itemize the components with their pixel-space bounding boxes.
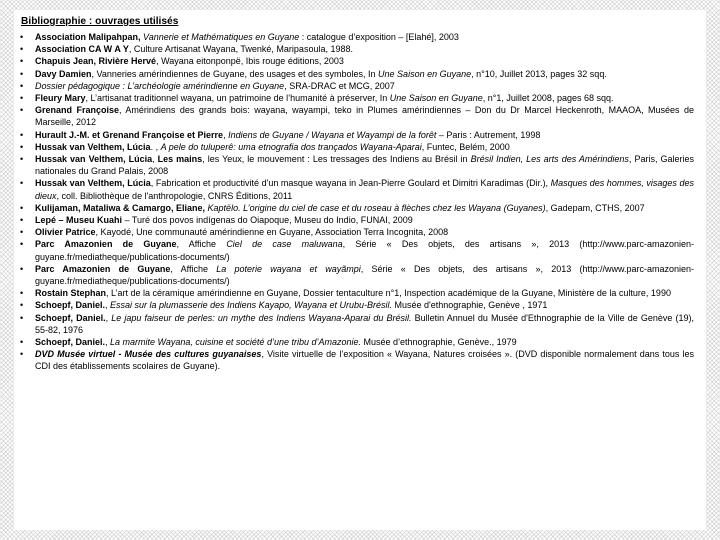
entry-text-segment: Bulletin Annuel du Musée d'Ethnographie de la Ville de Genève (19), 55-82, 1976 bbox=[35, 312, 694, 335]
entry-text-segment: , Fabrication et productivité d'un masque wayana in Jean-Pierre Goulard et Dimitri Karadimas (Dir.), bbox=[150, 178, 551, 189]
entry-text-segment: , Wayana eitonponpë, Ibis rouge éditions, 2003 bbox=[156, 56, 344, 67]
entry-text-segment: Masques des hommes, visages des dieux bbox=[35, 178, 694, 201]
entry-text-segment: Fleury Mary bbox=[35, 93, 86, 104]
entry-text-segment: , L’artisanat traditionnel wayana, un patrimoine de l’humanité à préserver, In bbox=[85, 93, 390, 104]
entry-text-segment: Musée d’ethnographie, Genève., 1979 bbox=[361, 337, 517, 348]
entry-text-segment: , bbox=[223, 129, 229, 140]
bullet-icon: • bbox=[20, 56, 24, 67]
entry-text-segment: Grenand Françoise bbox=[35, 105, 119, 116]
bibliography-entry bbox=[18, 177, 694, 201]
bullet-icon: • bbox=[20, 80, 24, 91]
bibliography-entry bbox=[18, 80, 694, 92]
entry-text-segment: , bbox=[105, 300, 111, 311]
entry-text-segment: Association CA W A Y bbox=[35, 44, 129, 55]
bibliography-entry bbox=[18, 287, 694, 299]
entry-text-segment: Schoepf, Daniel. bbox=[35, 300, 106, 311]
entry-text-segment: , Funtec, Belém, 2000 bbox=[421, 141, 510, 152]
bibliography-entry bbox=[18, 214, 694, 226]
entry-text-segment: Musée d'ethnographie, Genève , 1971 bbox=[392, 300, 548, 311]
entry-text-segment: , bbox=[105, 312, 112, 323]
entry-text-segment: Parc Amazonien de Guyane bbox=[35, 239, 177, 250]
entry-text-segment: Une Saison en Guyane bbox=[378, 68, 472, 79]
entry-text-segment: La poterie wayana et wayãmpi bbox=[216, 263, 361, 274]
entry-text-segment: : catalogue d’exposition – [Elahé], 2003 bbox=[299, 32, 459, 42]
entry-text-segment: Parc Amazonien de Guyane bbox=[35, 263, 171, 274]
bibliography-entry bbox=[18, 226, 694, 238]
bullet-icon: • bbox=[20, 288, 24, 299]
bullet-icon: • bbox=[20, 227, 24, 238]
entry-text-segment: , Culture Artisanat Wayana, Twenké, Maripasoula, 1988. bbox=[128, 44, 353, 55]
bullet-icon: • bbox=[20, 239, 24, 250]
bibliography-entry bbox=[18, 263, 694, 287]
bullet-icon: • bbox=[20, 93, 24, 104]
entry-text-segment: , Vanneries amérindiennes de Guyane, des usages et des symboles, In bbox=[91, 68, 379, 79]
entry-text-segment: Lepé – Museu Kuahi bbox=[35, 215, 123, 226]
bibliography-entry bbox=[18, 68, 694, 80]
entry-text-segment: Vannerie et Mathématiques en Guyane bbox=[143, 32, 300, 42]
entry-text-segment: , n°10, Juillet 2013, pages 32 sqq. bbox=[471, 68, 607, 79]
entry-text-segment: Le japu faiseur de perles: un mythe des Indiens Wayana-Aparai du Brésil. bbox=[111, 312, 412, 323]
entry-text-segment: , Série « Des objets, des artisans », 2013 (http://www.parc-amazonien-guyane.fr/mediatheque/publications-documents/) bbox=[35, 263, 694, 287]
entry-text-segment: Olivier Patrice bbox=[35, 227, 96, 238]
bullet-icon: • bbox=[20, 68, 24, 79]
bullet-icon: • bbox=[20, 349, 24, 360]
entry-text-segment: , n°1, Juillet 2008, pages 68 sqq. bbox=[482, 93, 614, 104]
bibliography-entry bbox=[18, 104, 694, 128]
bullet-icon: • bbox=[20, 154, 24, 165]
bullet-icon: • bbox=[20, 337, 24, 348]
bullet-icon: • bbox=[20, 263, 24, 274]
entry-text-segment: – Turé dos povos indígenas do Oiapoque, Museu do Indio, FUNAI, 2009 bbox=[122, 215, 413, 226]
entry-text-segment: Brésil Indien, Les arts des Amérindiens bbox=[470, 154, 629, 165]
entry-text-segment: Une Saison en Guyane bbox=[389, 93, 483, 104]
entry-text-segment: Indiens de Guyane / Wayana et Wayampi de la forêt bbox=[228, 129, 437, 140]
bibliography-entry bbox=[18, 238, 694, 262]
entry-text-segment: Association Malipahpan, bbox=[35, 32, 144, 42]
entry-text-segment: Rostain Stephan bbox=[35, 288, 107, 299]
bibliography-entry bbox=[18, 312, 694, 336]
entry-text-segment: Chapuis Jean, Rivière Hervé bbox=[35, 56, 157, 67]
entry-text-segment: Kulijaman, Mataliwa & Camargo, Eliane, bbox=[35, 202, 208, 213]
page-title: Bibliographie : ouvrages utilisés bbox=[21, 16, 179, 27]
entry-text-segment: Dossier pédagogique : L’archéologie amérindienne en Guyane bbox=[35, 80, 285, 91]
entry-text-segment: , Gadepam, CTHS, 2007 bbox=[545, 202, 645, 213]
bibliography-list bbox=[18, 31, 694, 373]
entry-text-segment: , coll. Bibliothèque de l'anthropologie, CNRS Éditions, 2011 bbox=[56, 190, 293, 201]
entry-text-segment: Davy Damien bbox=[35, 68, 92, 79]
entry-text-segment: Hurault J.-M. et Grenand Françoise et Pierre bbox=[35, 129, 224, 140]
entry-text-segment: Hussak van Velthem, Lúcia bbox=[35, 178, 151, 189]
entry-text-segment: , Paris, Galeries nationales du Grand Palais, 2008 bbox=[35, 154, 694, 177]
bibliography-entry bbox=[18, 299, 694, 311]
document-page bbox=[14, 10, 706, 530]
entry-text-segment: A pele do tuluperê: uma etnografia dos trançados Wayana-Aparai bbox=[160, 141, 422, 152]
bullet-icon: • bbox=[20, 300, 24, 311]
bullet-icon: • bbox=[20, 32, 24, 42]
entry-text-segment: . , bbox=[150, 141, 161, 152]
entry-text-segment: , L’art de la céramique amérindienne en Guyane, Dossier tentaculture n°1, Inspection académique de la Guyane, Ministère de la culture, 1990 bbox=[106, 288, 671, 299]
entry-text-segment: La marmite Wayana, cuisine et société d’une tribu d’Amazonie. bbox=[110, 337, 361, 348]
bibliography-entry bbox=[18, 31, 694, 43]
bibliography-entry bbox=[18, 92, 694, 104]
bibliography-entry bbox=[18, 348, 694, 372]
entry-text-segment: , les Yeux, le mouvement : Les tressages des Indiens au Brésil in bbox=[202, 154, 471, 165]
bibliography-entry bbox=[18, 43, 694, 55]
entry-text-segment: DVD Musée virtuel - Musée des cultures guyanaises bbox=[35, 349, 262, 360]
bullet-icon: • bbox=[20, 178, 24, 189]
bullet-icon: • bbox=[20, 312, 24, 323]
entry-text-segment: Ciel de case maluwana bbox=[226, 239, 343, 250]
entry-text-segment: , bbox=[105, 337, 111, 348]
entry-text-segment: Essai sur la plumasserie des Indiens Kayapo, Wayana et Urubu-Brésil. bbox=[110, 300, 393, 311]
bibliography-entry bbox=[18, 55, 694, 67]
entry-text-segment: Kaptëlo. L’origine du ciel de case et du roseau à flèches chez les Wayana (Guyanes) bbox=[207, 202, 546, 213]
entry-text-segment: , Affiche bbox=[170, 263, 217, 274]
bullet-icon: • bbox=[20, 141, 24, 152]
bibliography-entry bbox=[18, 129, 694, 141]
entry-text-segment: Hussak van Velthem, Lúcia bbox=[35, 154, 153, 165]
entry-text-segment: , Série « Des objets, des artisans », 2013 (http://www.parc-amazonien-guyane.fr/mediatheque/publications-documents/) bbox=[35, 239, 694, 262]
bibliography-entry bbox=[18, 202, 694, 214]
entry-text-segment: , Visite virtuelle de l’exposition « Wayana, Natures croisées ». (DVD disponible normalement dans tous les CDI des établissements scolaires de Guyane). bbox=[35, 349, 695, 372]
entry-text-segment: , bbox=[152, 154, 158, 165]
entry-text-segment: , Amérindiens des grands bois: wayana, wayampi, teko in Plumes amérindiennes – Don du Dr Marcel Heckenroth, MAAOA, Musées de Marseille, 2012 bbox=[35, 105, 694, 128]
entry-text-segment: – Paris : Autrement, 1998 bbox=[436, 129, 541, 140]
bullet-icon: • bbox=[20, 129, 24, 140]
entry-text-segment: Les mains bbox=[157, 154, 203, 165]
entry-text-segment: , Affiche bbox=[176, 239, 227, 250]
bibliography-entry bbox=[18, 141, 694, 153]
entry-text-segment: , Kayodé, Une communauté amérindienne en Guyane, Association Terra Incognita, 2008 bbox=[95, 227, 449, 238]
bibliography-entry bbox=[18, 153, 694, 177]
bullet-icon: • bbox=[20, 44, 24, 55]
bibliography-entry bbox=[18, 336, 694, 348]
bullet-icon: • bbox=[20, 215, 24, 226]
bullet-icon: • bbox=[20, 202, 24, 213]
entry-text-segment: , SRA-DRAC et MCG, 2007 bbox=[284, 80, 395, 91]
entry-text-segment: Schoepf, Daniel. bbox=[35, 312, 106, 323]
bullet-icon: • bbox=[20, 105, 24, 116]
entry-text-segment: Hussak van Velthem, Lúcia bbox=[35, 141, 151, 152]
entry-text-segment: Schoepf, Daniel. bbox=[35, 337, 106, 348]
